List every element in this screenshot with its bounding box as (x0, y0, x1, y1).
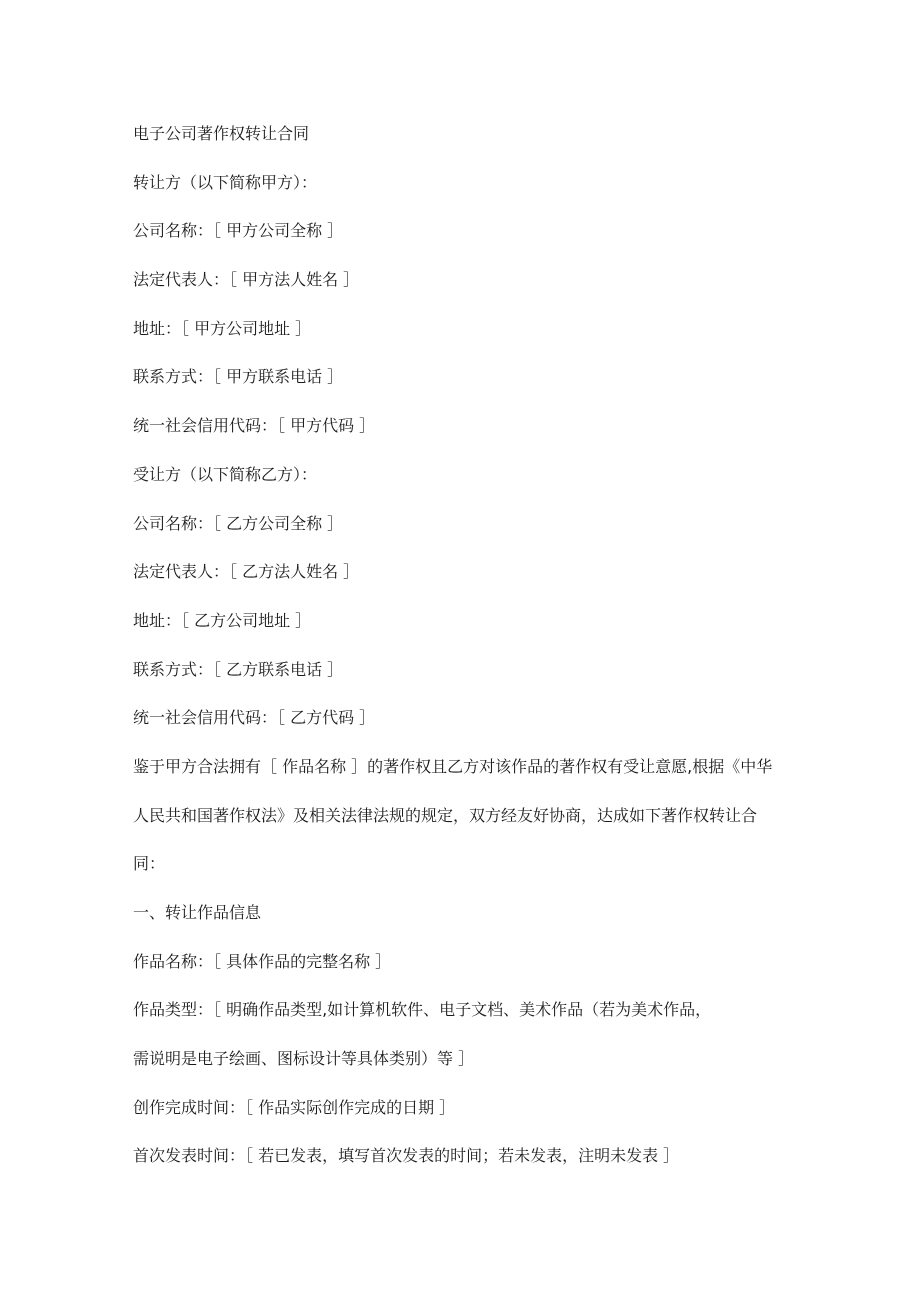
work-name: 作品名称：［ 具体作品的完整名称 ］ (133, 951, 392, 971)
party-b-contact: 联系方式：［ 乙方联系电话 ］ (133, 659, 344, 679)
section-1-heading: 一、转让作品信息 (133, 903, 262, 922)
party-a-company-name: 公司名称：［ 甲方公司全称 ］ (133, 221, 344, 241)
preamble-line-2: 人民共和国著作权法》及相关法律法规的规定，双方经友好协商，达成如下著作权转让合 (133, 805, 758, 825)
document-body (133, 120, 798, 1191)
party-a-legal-rep: 法定代表人：［ 甲方法人姓名 ］ (133, 270, 360, 290)
party-b-heading: 受让方（以下简称乙方）： (133, 464, 318, 484)
party-b-credit-code: 统一社会信用代码：［ 乙方代码 ］ (133, 708, 376, 728)
party-a-heading: 转让方（以下简称甲方）： (133, 172, 318, 192)
party-b-legal-rep: 法定代表人：［ 乙方法人姓名 ］ (133, 562, 360, 582)
party-a-address: 地址：［ 甲方公司地址 ］ (133, 318, 312, 338)
party-a-credit-code: 统一社会信用代码：［ 甲方代码 ］ (133, 416, 376, 436)
work-type-line-2: 需说明是电子绘画、图标设计等具体类别）等 ］ (133, 1049, 475, 1069)
party-b-address: 地址：［ 乙方公司地址 ］ (133, 610, 312, 630)
preamble-line-3: 同： (133, 854, 166, 874)
work-type-line-1: 作品类型：［ 明确作品类型,如计算机软件、电子文档、美术作品（若为美术作品， (133, 1000, 712, 1020)
first-publication-date: 首次发表时间：［ 若已发表，填写首次发表的时间；若未发表，注明未发表 ］ (133, 1146, 680, 1166)
creation-date: 创作完成时间：［ 作品实际创作完成的日期 ］ (133, 1097, 456, 1117)
document-title: 电子公司著作权转让合同 (133, 124, 310, 143)
preamble-line-1: 鉴于甲方合法拥有［ 作品名称 ］的著作权且乙方对该作品的著作权有受让意愿,根据《中华 (133, 756, 773, 776)
party-a-contact: 联系方式：［ 甲方联系电话 ］ (133, 367, 344, 387)
party-b-company-name: 公司名称：［ 乙方公司全称 ］ (133, 513, 344, 533)
